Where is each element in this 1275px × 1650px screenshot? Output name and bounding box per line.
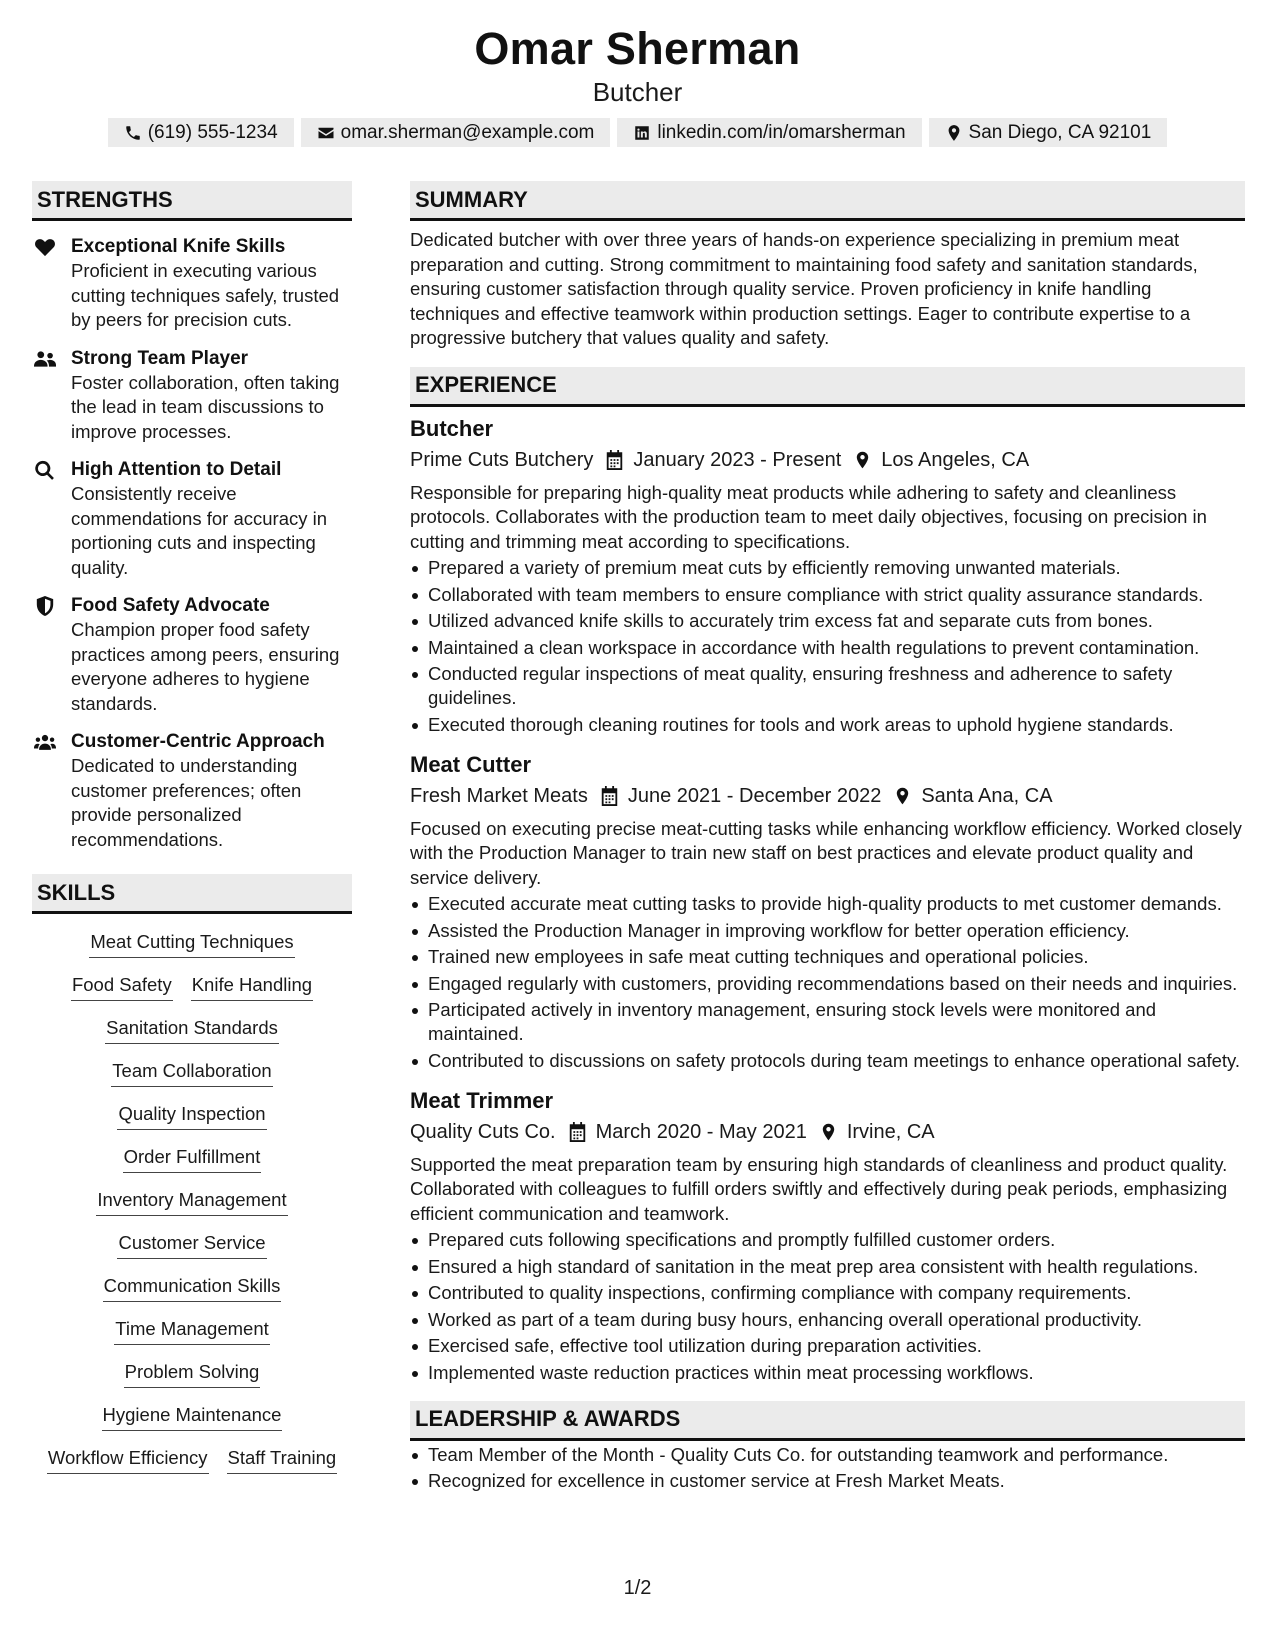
- skill-tag: Team Collaboration: [111, 1059, 272, 1087]
- job-bullet: Contributed to quality inspections, confirming compliance with company requirements.: [410, 1281, 1245, 1305]
- strength-title: High Attention to Detail: [71, 459, 282, 480]
- job-company: Prime Cuts Butchery: [410, 448, 594, 471]
- candidate-name: Omar Sherman: [474, 23, 801, 74]
- skill-tag: Order Fulfillment: [123, 1145, 262, 1173]
- award-item: Recognized for excellence in customer service at Fresh Market Meats.: [410, 1469, 1245, 1493]
- contact-email-text: omar.sherman@example.com: [340, 121, 595, 143]
- job-title: Butcher: [410, 415, 494, 441]
- map-pin-icon: [853, 450, 872, 470]
- job-description: Focused on executing precise meat-cutting tasks while enhancing workflow efficiency. Worked closely with the Production Manager to train new staff on best practices and elevate product quality and service delivery.: [410, 817, 1242, 888]
- skill-tag: Hygiene Maintenance: [102, 1403, 283, 1431]
- skills-heading: SKILLS: [32, 874, 352, 914]
- contact-phone-text: (619) 555-1234: [147, 121, 278, 143]
- job-meta: [410, 1117, 1245, 1147]
- job-entry: [410, 751, 1245, 1073]
- strength-title: Exceptional Knife Skills: [71, 236, 286, 257]
- job-bullet: Executed accurate meat cutting tasks to provide high-quality products to met customer demands.: [410, 892, 1245, 916]
- job-bullet: Trained new employees in safe meat cutting techniques and operational policies.: [410, 945, 1245, 969]
- job-meta: [410, 781, 1245, 811]
- job-dates: March 2020 - May 2021: [595, 1120, 807, 1143]
- linkedin-icon: [633, 124, 651, 142]
- calendar-icon: [568, 1122, 587, 1142]
- phone-icon: [124, 124, 142, 142]
- summary-heading: SUMMARY: [410, 181, 1245, 221]
- envelope-icon: [317, 124, 335, 142]
- job-bullet: Worked as part of a team during busy hours, enhancing overall operational productivity.: [410, 1308, 1245, 1332]
- job-meta: [410, 445, 1245, 475]
- job-dates: January 2023 - Present: [633, 448, 842, 471]
- map-pin-icon: [819, 1122, 838, 1142]
- skills-list: [32, 930, 352, 1474]
- awards-heading: LEADERSHIP & AWARDS: [410, 1401, 1245, 1441]
- job-company: Quality Cuts Co.: [410, 1120, 556, 1143]
- strength-item: [32, 730, 352, 852]
- contact-bar: [0, 118, 1275, 147]
- skill-tag: Workflow Efficiency: [47, 1446, 209, 1474]
- calendar-icon: [605, 450, 624, 470]
- strength-title: Customer-Centric Approach: [71, 731, 325, 752]
- job-location: Santa Ana, CA: [921, 784, 1053, 807]
- job-description: Supported the meat preparation team by ensuring high standards of cleanliness and product quality. Collaborated with colleagues to fulfill orders swiftly and effectively during peak periods, emphasizing efficient communication and teamwork.: [410, 1153, 1228, 1224]
- job-bullets: [410, 556, 1245, 737]
- job-location: Los Angeles, CA: [881, 448, 1030, 471]
- job-bullet: Contributed to discussions on safety protocols during team meetings to enhance operational safety.: [410, 1049, 1245, 1073]
- strength-desc: Consistently receive commendations for accuracy in portioning cuts and inspecting quality.: [71, 483, 328, 578]
- heart-icon: [34, 237, 56, 257]
- candidate-role: Butcher: [592, 77, 683, 107]
- job-bullet: Collaborated with team members to ensure compliance with strict quality assurance standards.: [410, 583, 1245, 607]
- job-bullets: [410, 1228, 1245, 1385]
- page-number: 1/2: [623, 1577, 652, 1599]
- strength-title: Food Safety Advocate: [71, 595, 270, 616]
- skill-tag: Knife Handling: [191, 973, 313, 1001]
- job-entry: [410, 1087, 1245, 1385]
- skill-tag: Problem Solving: [124, 1360, 261, 1388]
- calendar-icon: [600, 786, 619, 806]
- right-column: [410, 181, 1245, 1496]
- job-bullet: Participated actively in inventory management, ensuring stock levels were monitored and maintained.: [410, 998, 1245, 1046]
- job-description: Responsible for preparing high-quality meat products while adhering to safety and cleanliness protocols. Collaborates with the production team to meet daily objectives, focusing on precision in cutting and trimming meat according to specifications.: [410, 481, 1207, 552]
- job-bullet: Conducted regular inspections of meat quality, ensuring freshness and adherence to safety guidelines.: [410, 662, 1245, 710]
- strength-item: [32, 594, 352, 716]
- job-bullet: Maintained a clean workspace in accordance with health regulations to prevent contamination.: [410, 636, 1245, 660]
- strength-title: Strong Team Player: [71, 347, 249, 369]
- user-group-icon: [34, 349, 56, 369]
- skill-tag: Customer Service: [117, 1231, 266, 1259]
- job-bullet: Assisted the Production Manager in improving workflow for better operation efficiency.: [410, 919, 1245, 943]
- job-dates: June 2021 - December 2022: [627, 784, 882, 807]
- users-icon: [34, 732, 56, 752]
- job-entry: [410, 415, 1245, 737]
- job-title: Meat Cutter: [410, 751, 532, 777]
- job-company: Fresh Market Meats: [410, 784, 588, 807]
- magnifier-icon: [34, 460, 56, 480]
- skill-tag: Meat Cutting Techniques: [89, 930, 294, 958]
- skill-tag: Inventory Management: [96, 1188, 287, 1216]
- skill-tag: Quality Inspection: [117, 1102, 266, 1130]
- strength-item: [32, 235, 352, 333]
- strength-item: [32, 347, 352, 445]
- award-item: Team Member of the Month - Quality Cuts Co. for outstanding teamwork and performance.: [410, 1443, 1245, 1467]
- strength-desc: Dedicated to understanding customer preferences; often provide personalized recommendations.: [71, 755, 302, 850]
- job-location: Irvine, CA: [846, 1120, 935, 1143]
- resume-header: [0, 22, 1275, 147]
- job-bullet: Exercised safe, effective tool utilization during preparation activities.: [410, 1334, 1245, 1358]
- awards-list: [410, 1443, 1245, 1494]
- job-bullet: Prepared cuts following specifications and promptly fulfilled customer orders.: [410, 1228, 1245, 1252]
- job-bullet: Executed thorough cleaning routines for tools and work areas to uphold hygiene standards.: [410, 713, 1245, 737]
- skill-tag: Communication Skills: [103, 1274, 282, 1302]
- strength-item: [32, 458, 352, 580]
- map-pin-icon: [945, 124, 963, 142]
- summary-text: Dedicated butcher with over three years of hands-on experience specializing in premium meat preparation and cutting. Strong commitment to maintaining food safety and sanitation standards, ensuring customer satisfaction through quality service. Proven proficiency in knife handling techniques and effective teamwork within production settings. Eager to contribute expertise to a progressive butchery that values quality and safety.: [410, 229, 1198, 348]
- contact-location-text: San Diego, CA 92101: [968, 121, 1152, 143]
- contact-linkedin-text: linkedin.com/in/omarsherman: [657, 121, 906, 143]
- job-bullet: Engaged regularly with customers, providing recommendations based on their needs and inquiries.: [410, 972, 1245, 996]
- contact-phone: [108, 118, 294, 147]
- strengths-heading: STRENGTHS: [32, 181, 352, 221]
- skill-tag: Food Safety: [71, 973, 173, 1001]
- strength-desc: Champion proper food safety practices among peers, ensuring everyone adheres to hygiene standards.: [71, 619, 340, 714]
- contact-linkedin[interactable]: [617, 118, 921, 147]
- strength-desc: Proficient in executing various cutting techniques safely, trusted by peers for precision cuts.: [71, 260, 340, 330]
- skill-tag: Sanitation Standards: [105, 1016, 279, 1044]
- job-title: Meat Trimmer: [410, 1087, 554, 1113]
- job-bullet: Implemented waste reduction practices within meat processing workflows.: [410, 1361, 1245, 1385]
- map-pin-icon: [893, 786, 912, 806]
- shield-icon: [34, 596, 56, 616]
- job-bullet: Prepared a variety of premium meat cuts by efficiently removing unwanted materials.: [410, 556, 1245, 580]
- skill-tag: Staff Training: [227, 1446, 338, 1474]
- job-bullets: [410, 892, 1245, 1073]
- job-bullet: Ensured a high standard of sanitation in the meat prep area consistent with health regulations.: [410, 1255, 1245, 1279]
- skill-tag: Time Management: [114, 1317, 270, 1345]
- job-bullet: Utilized advanced knife skills to accurately trim excess fat and separate cuts from bones.: [410, 609, 1245, 633]
- contact-location: [929, 118, 1168, 147]
- contact-email[interactable]: [301, 118, 611, 147]
- strength-desc: Foster collaboration, often taking the lead in team discussions to improve processes.: [71, 371, 340, 442]
- experience-heading: EXPERIENCE: [410, 367, 1245, 407]
- left-column: [32, 181, 352, 1474]
